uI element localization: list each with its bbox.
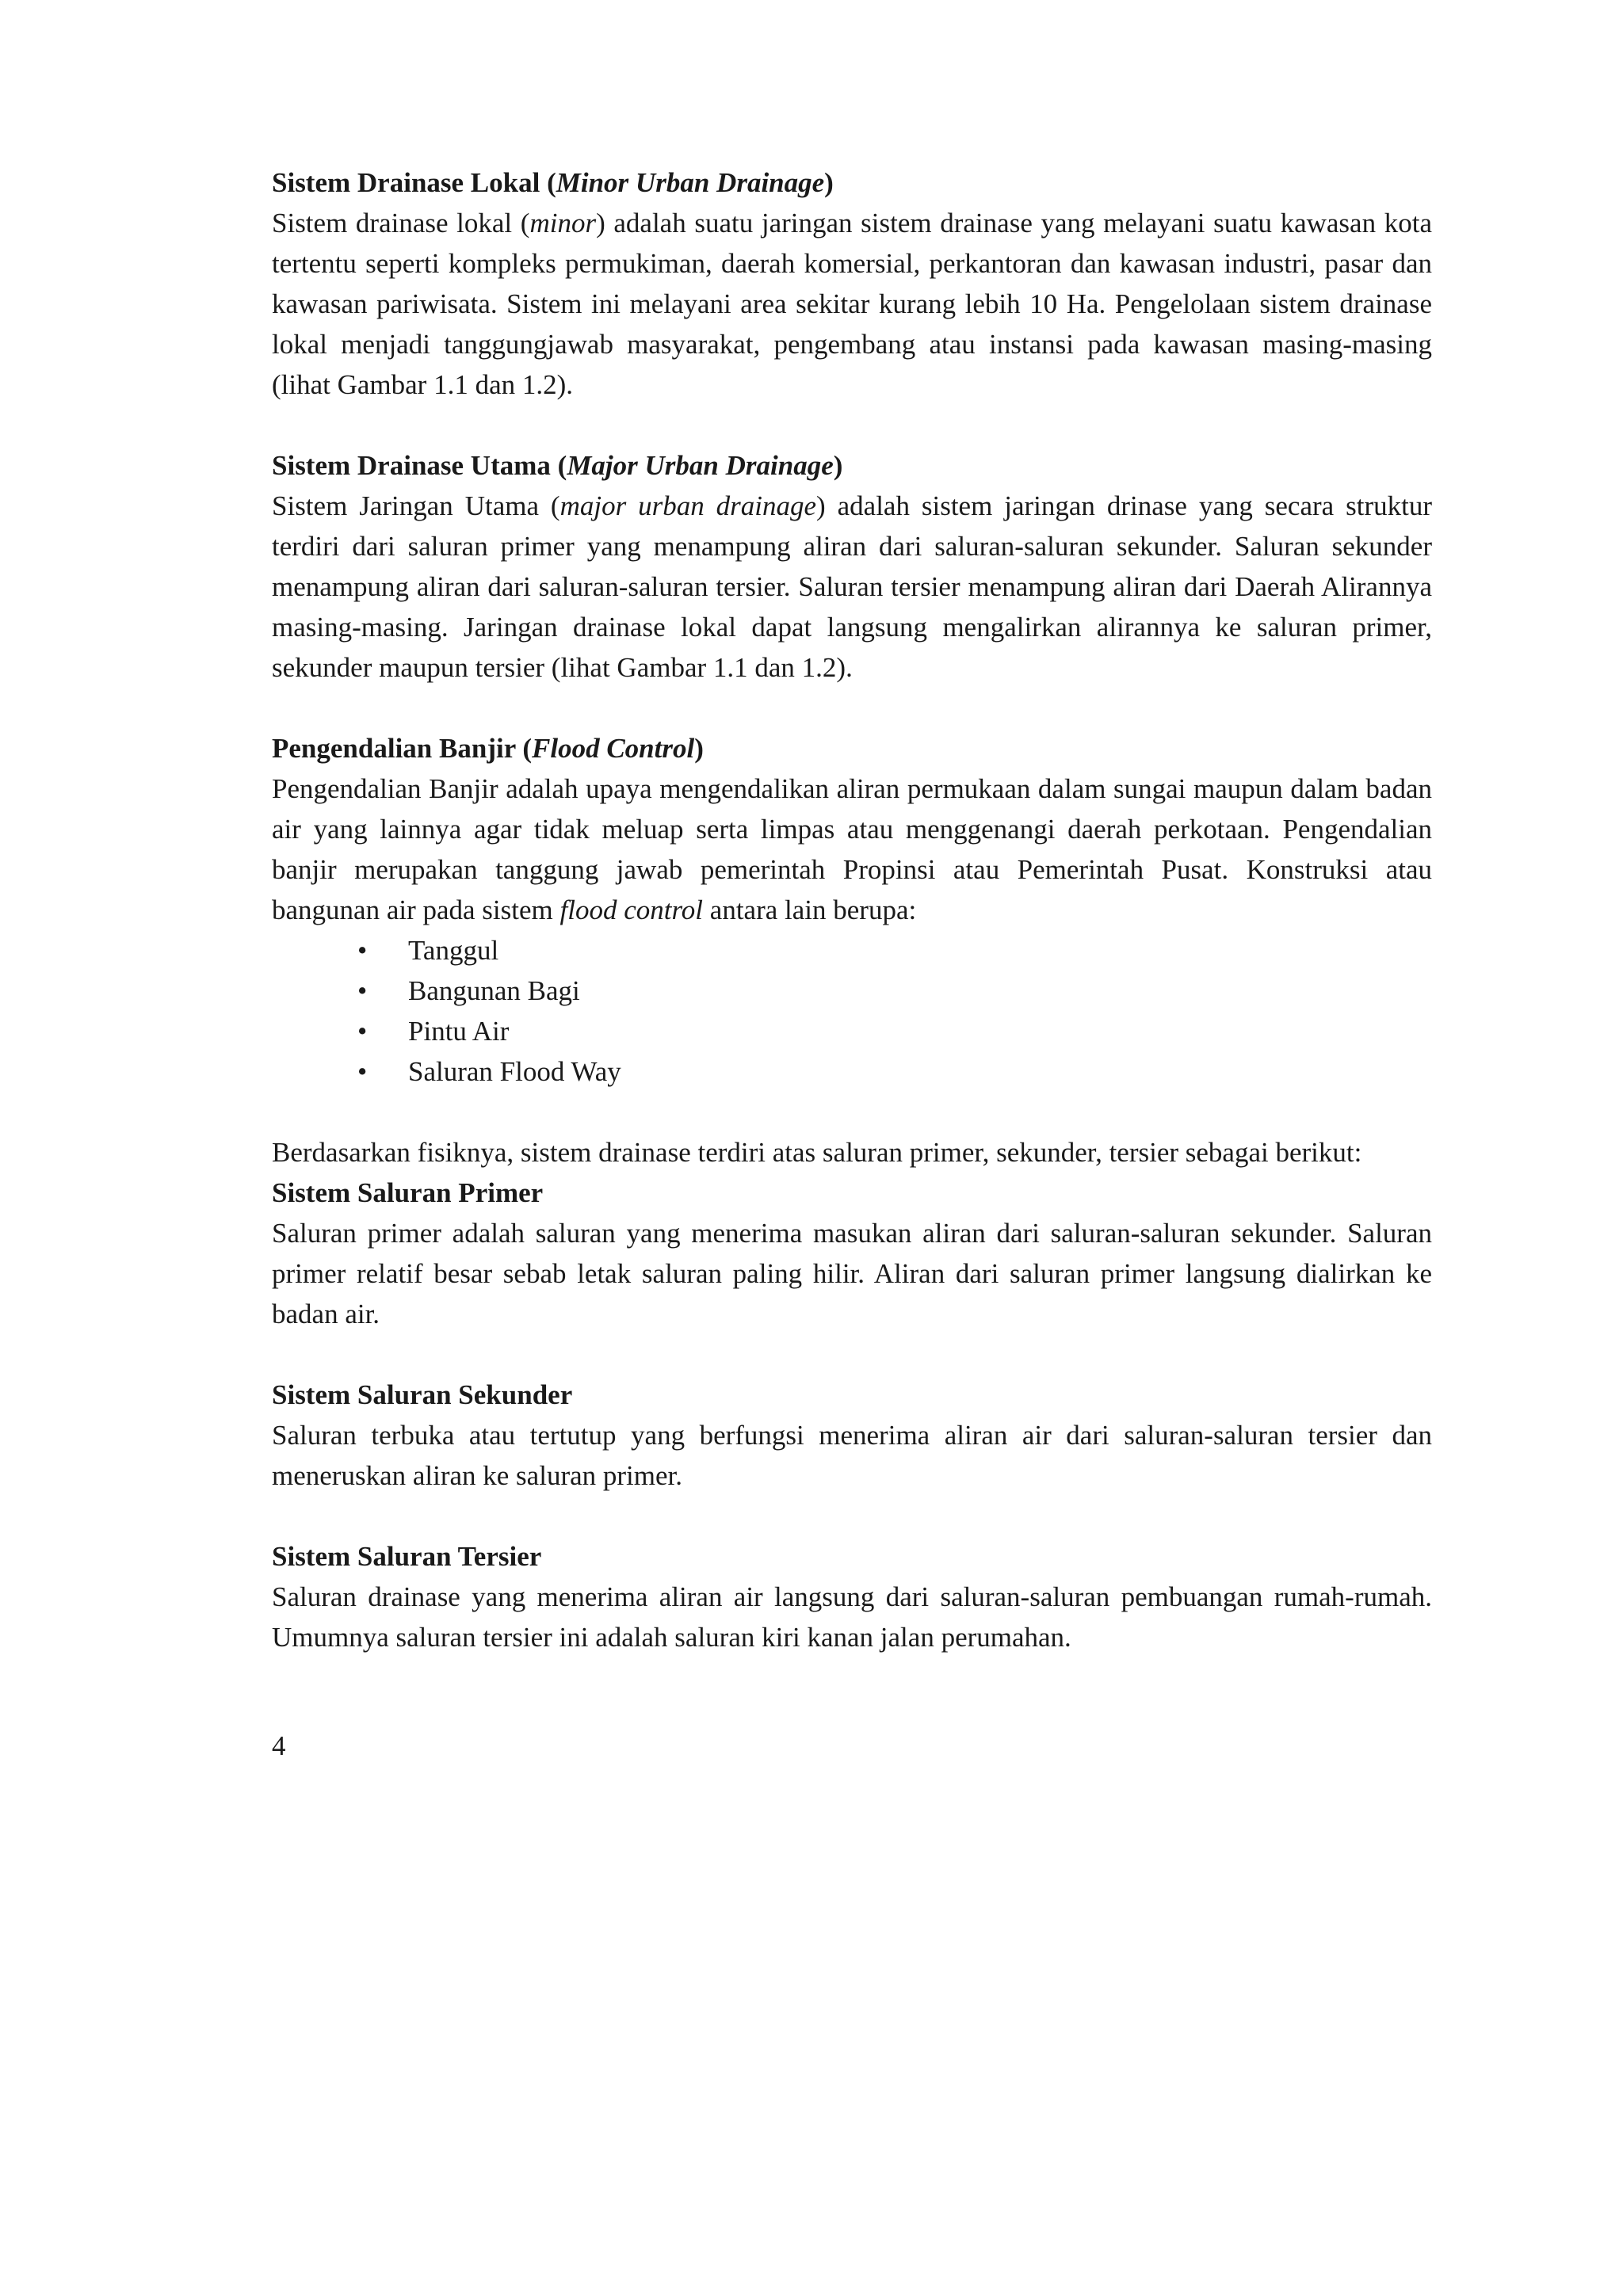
heading-saluran-tersier: Sistem Saluran Tersier [272,1541,542,1572]
paragraph-saluran-tersier: Saluran drainase yang menerima aliran air langsung dari saluran-saluran pembuangan rumah-rumah. Umumnya saluran tersier ini adalah saluran kiri kanan jalan perumahan. [272,1581,1432,1653]
spacer [272,1496,1432,1536]
paragraph-pengendalian-banjir: Pengendalian Banjir adalah upaya mengendalikan aliran permukaan dalam sungai maupun dalam badan air yang lainnya agar tidak meluap serta limpas atau menggenangi daerah perkotaan. Pengendalian banjir merupakan tanggung jawab pemerintah Propinsi atau Pemerintah Pusat. Konstruksi atau bangunan air pada sistem flood control antara lain berupa: [272,773,1432,925]
spacer [272,688,1432,728]
list-item: • Saluran Flood Way [272,1051,1432,1092]
spacer [272,405,1432,445]
paragraph-drainase-utama: Sistem Jaringan Utama (major urban drainage) adalah sistem jaringan drinase yang secara struktur terdiri dari saluran primer yang menampung aliran dari saluran-saluran sekunder. Saluran sekunder menampung aliran dari saluran-saluran tersier. Saluran tersier menampung aliran dari Daerah Alirannya masing-masing. Jaringan drainase lokal dapat langsung mengalirkan alirannya ke saluran primer, sekunder maupun tersier (lihat Gambar 1.1 dan 1.2). [272,490,1432,683]
heading-pengendalian-banjir: Pengendalian Banjir (Flood Control) [272,733,704,764]
heading-drainase-lokal: Sistem Drainase Lokal (Minor Urban Drainage) [272,167,834,198]
paragraph-drainase-lokal: Sistem drainase lokal (minor) adalah suatu jaringan sistem drainase yang melayani suatu kawasan kota tertentu seperti kompleks permukiman, daerah komersial, perkantoran dan kawasan industri, pasar dan kawasan pariwisata. Sistem ini melayani area sekitar kurang lebih 10 Ha. Pengelolaan sistem drainase lokal menjadi tanggungjawab masyarakat, pengembang atau instansi pada kawasan masing-masing (lihat Gambar 1.1 dan 1.2). [272,208,1432,400]
paragraph-saluran-sekunder: Saluran terbuka atau tertutup yang berfungsi menerima aliran air dari saluran-saluran tersier dan meneruskan aliran ke saluran primer. [272,1420,1432,1491]
paragraph-saluran-primer: Saluran primer adalah saluran yang menerima masukan aliran dari saluran-saluran sekunder. Saluran primer relatif besar sebab letak saluran paling hilir. Aliran dari saluran primer langsung dialirkan ke badan air. [272,1218,1432,1329]
heading-drainase-utama: Sistem Drainase Utama (Major Urban Drainage) [272,450,843,481]
document-page [272,162,1432,1657]
list-item: • Tanggul [272,930,1432,971]
heading-saluran-primer: Sistem Saluran Primer [272,1177,544,1208]
list-item: • Pintu Air [272,1011,1432,1051]
list-item: • Bangunan Bagi [272,971,1432,1011]
paragraph-intro-saluran: Berdasarkan fisiknya, sistem drainase terdiri atas saluran primer, sekunder, tersier sebagai berikut: [272,1137,1362,1168]
spacer [272,1334,1432,1375]
flood-control-list [272,930,1432,1092]
page-number: 4 [272,1730,286,1761]
spacer [272,1092,1432,1132]
heading-saluran-sekunder: Sistem Saluran Sekunder [272,1379,573,1410]
